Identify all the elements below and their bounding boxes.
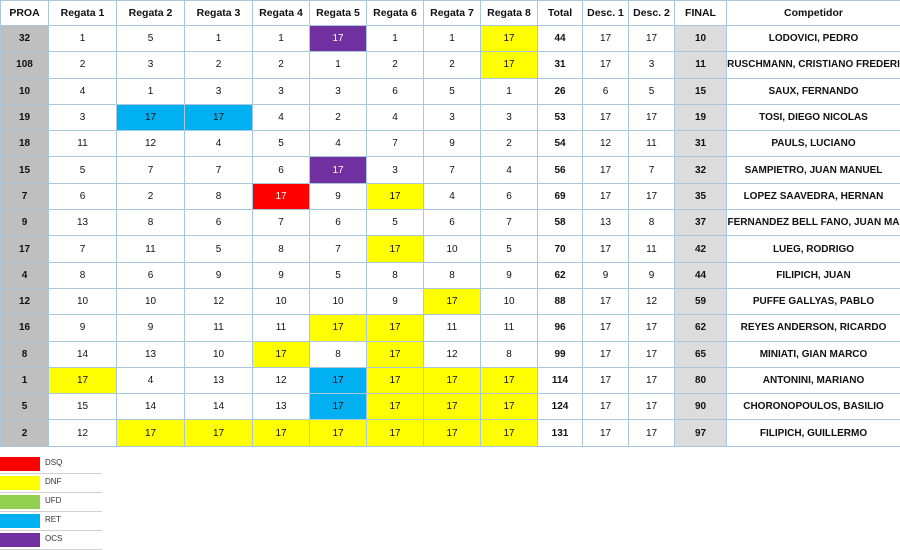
race-result: 5	[424, 78, 481, 104]
race-result: 8	[117, 210, 185, 236]
race-result: 17	[310, 26, 367, 52]
race-result: 10	[481, 288, 538, 314]
competitor-name: LOPEZ SAAVEDRA, HERNAN	[727, 183, 900, 209]
race-result: 11	[481, 315, 538, 341]
final-points: 62	[675, 315, 727, 341]
table-row	[1, 315, 900, 341]
race-result: 17	[117, 420, 185, 446]
legend-item	[0, 493, 102, 512]
header-regata-5: Regata 5	[310, 1, 367, 26]
table-row	[1, 183, 900, 209]
race-result: 3	[253, 78, 310, 104]
race-result: 8	[367, 262, 424, 288]
final-points: 10	[675, 26, 727, 52]
race-result: 17	[310, 315, 367, 341]
race-result: 9	[49, 315, 117, 341]
total-points: 53	[538, 104, 583, 130]
race-result: 12	[49, 420, 117, 446]
table-row	[1, 210, 900, 236]
table-row	[1, 104, 900, 130]
discard-1: 13	[583, 210, 629, 236]
table-row	[1, 288, 900, 314]
race-result: 3	[424, 104, 481, 130]
header-regata-4: Regata 4	[253, 1, 310, 26]
proa-number: 18	[1, 131, 49, 157]
final-points: 97	[675, 420, 727, 446]
race-result: 17	[310, 394, 367, 420]
legend-swatch	[0, 476, 40, 490]
proa-number: 15	[1, 157, 49, 183]
race-result: 14	[117, 394, 185, 420]
race-result: 17	[367, 394, 424, 420]
race-result: 11	[117, 236, 185, 262]
race-result: 17	[185, 420, 253, 446]
competitor-name: SAUX, FERNANDO	[727, 78, 900, 104]
race-result: 3	[185, 78, 253, 104]
color-legend	[0, 455, 102, 550]
discard-2: 12	[629, 288, 675, 314]
proa-number: 19	[1, 104, 49, 130]
header-regata-6: Regata 6	[367, 1, 424, 26]
discard-2: 17	[629, 394, 675, 420]
race-result: 17	[367, 341, 424, 367]
race-result: 9	[481, 262, 538, 288]
race-result: 1	[117, 78, 185, 104]
final-points: 15	[675, 78, 727, 104]
race-result: 2	[253, 52, 310, 78]
header-desc-1: Desc. 1	[583, 1, 629, 26]
race-result: 8	[185, 183, 253, 209]
competitor-name: MINIATI, GIAN MARCO	[727, 341, 900, 367]
race-result: 3	[310, 78, 367, 104]
race-result: 17	[481, 26, 538, 52]
race-result: 13	[49, 210, 117, 236]
race-result: 10	[424, 236, 481, 262]
race-result: 5	[185, 236, 253, 262]
final-points: 44	[675, 262, 727, 288]
legend-label: RET	[45, 515, 61, 524]
total-points: 54	[538, 131, 583, 157]
discard-2: 8	[629, 210, 675, 236]
total-points: 56	[538, 157, 583, 183]
proa-number: 2	[1, 420, 49, 446]
header-final: FINAL	[675, 1, 727, 26]
race-result: 1	[367, 26, 424, 52]
proa-number: 108	[1, 52, 49, 78]
legend-swatch	[0, 514, 40, 528]
race-result: 17	[117, 104, 185, 130]
race-result: 12	[185, 288, 253, 314]
competitor-name: ANTONINI, MARIANO	[727, 367, 900, 393]
table-row	[1, 131, 900, 157]
race-result: 9	[253, 262, 310, 288]
header-regata-3: Regata 3	[185, 1, 253, 26]
race-result: 1	[185, 26, 253, 52]
total-points: 99	[538, 341, 583, 367]
table-row	[1, 420, 900, 446]
race-result: 12	[117, 131, 185, 157]
race-result: 4	[481, 157, 538, 183]
race-result: 2	[367, 52, 424, 78]
race-result: 17	[310, 367, 367, 393]
discard-1: 17	[583, 104, 629, 130]
final-points: 31	[675, 131, 727, 157]
legend-item	[0, 455, 102, 474]
proa-number: 32	[1, 26, 49, 52]
legend-swatch	[0, 495, 40, 509]
table-row	[1, 236, 900, 262]
race-result: 17	[310, 420, 367, 446]
race-result: 17	[253, 183, 310, 209]
competitor-name: FILIPICH, GUILLERMO	[727, 420, 900, 446]
race-result: 4	[310, 131, 367, 157]
discard-1: 17	[583, 183, 629, 209]
race-result: 4	[424, 183, 481, 209]
race-result: 5	[310, 262, 367, 288]
race-result: 17	[424, 288, 481, 314]
race-result: 3	[481, 104, 538, 130]
competitor-name: FILIPICH, JUAN	[727, 262, 900, 288]
discard-2: 17	[629, 341, 675, 367]
race-result: 6	[310, 210, 367, 236]
final-points: 32	[675, 157, 727, 183]
race-result: 6	[424, 210, 481, 236]
legend-swatch	[0, 457, 40, 471]
race-result: 2	[310, 104, 367, 130]
competitor-name: LODOVICI, PEDRO	[727, 26, 900, 52]
race-result: 15	[49, 394, 117, 420]
header-regata-1: Regata 1	[49, 1, 117, 26]
race-result: 6	[367, 78, 424, 104]
race-result: 17	[424, 420, 481, 446]
race-result: 5	[367, 210, 424, 236]
race-result: 6	[49, 183, 117, 209]
discard-1: 12	[583, 131, 629, 157]
race-result: 4	[185, 131, 253, 157]
race-result: 17	[424, 367, 481, 393]
race-result: 6	[185, 210, 253, 236]
race-result: 10	[253, 288, 310, 314]
competitor-name: PUFFE GALLYAS, PABLO	[727, 288, 900, 314]
table-row	[1, 78, 900, 104]
discard-2: 9	[629, 262, 675, 288]
discard-2: 17	[629, 315, 675, 341]
proa-number: 17	[1, 236, 49, 262]
discard-1: 17	[583, 236, 629, 262]
race-result: 7	[49, 236, 117, 262]
race-result: 8	[310, 341, 367, 367]
table-row	[1, 26, 900, 52]
final-points: 35	[675, 183, 727, 209]
discard-1: 17	[583, 341, 629, 367]
race-result: 17	[367, 315, 424, 341]
discard-1: 17	[583, 52, 629, 78]
final-points: 59	[675, 288, 727, 314]
total-points: 44	[538, 26, 583, 52]
proa-number: 7	[1, 183, 49, 209]
discard-2: 17	[629, 183, 675, 209]
race-result: 3	[49, 104, 117, 130]
proa-number: 16	[1, 315, 49, 341]
race-result: 7	[310, 236, 367, 262]
race-result: 11	[49, 131, 117, 157]
legend-label: OCS	[45, 534, 62, 543]
race-result: 4	[367, 104, 424, 130]
discard-1: 17	[583, 288, 629, 314]
header-desc-2: Desc. 2	[629, 1, 675, 26]
proa-number: 12	[1, 288, 49, 314]
race-result: 12	[253, 367, 310, 393]
race-result: 17	[185, 104, 253, 130]
final-points: 19	[675, 104, 727, 130]
discard-2: 17	[629, 367, 675, 393]
race-result: 17	[367, 183, 424, 209]
race-result: 17	[253, 341, 310, 367]
race-result: 6	[253, 157, 310, 183]
race-result: 17	[253, 420, 310, 446]
race-result: 7	[424, 157, 481, 183]
discard-1: 6	[583, 78, 629, 104]
race-result: 10	[117, 288, 185, 314]
total-points: 88	[538, 288, 583, 314]
legend-item	[0, 531, 102, 550]
race-result: 10	[310, 288, 367, 314]
race-result: 2	[49, 52, 117, 78]
table-row	[1, 52, 900, 78]
legend-label: DSQ	[45, 458, 62, 467]
competitor-name: SAMPIETRO, JUAN MANUEL	[727, 157, 900, 183]
discard-2: 17	[629, 104, 675, 130]
race-result: 17	[367, 367, 424, 393]
race-result: 1	[424, 26, 481, 52]
race-result: 9	[310, 183, 367, 209]
race-result: 17	[367, 420, 424, 446]
discard-1: 17	[583, 367, 629, 393]
race-result: 17	[481, 367, 538, 393]
legend-label: DNF	[45, 477, 61, 486]
race-result: 12	[424, 341, 481, 367]
discard-2: 3	[629, 52, 675, 78]
race-result: 2	[424, 52, 481, 78]
total-points: 70	[538, 236, 583, 262]
proa-number: 4	[1, 262, 49, 288]
proa-number: 1	[1, 367, 49, 393]
race-result: 7	[481, 210, 538, 236]
discard-2: 17	[629, 26, 675, 52]
race-result: 6	[117, 262, 185, 288]
race-result: 14	[49, 341, 117, 367]
proa-number: 5	[1, 394, 49, 420]
competitor-name: LUEG, RODRIGO	[727, 236, 900, 262]
race-result: 17	[481, 420, 538, 446]
race-result: 11	[185, 315, 253, 341]
total-points: 69	[538, 183, 583, 209]
table-row	[1, 394, 900, 420]
final-points: 90	[675, 394, 727, 420]
header-total: Total	[538, 1, 583, 26]
legend-item	[0, 474, 102, 493]
race-result: 7	[117, 157, 185, 183]
header-proa: PROA	[1, 1, 49, 26]
race-result: 5	[253, 131, 310, 157]
proa-number: 8	[1, 341, 49, 367]
table-row	[1, 157, 900, 183]
race-result: 6	[481, 183, 538, 209]
total-points: 26	[538, 78, 583, 104]
race-result: 8	[424, 262, 481, 288]
race-result: 11	[424, 315, 481, 341]
race-result: 7	[253, 210, 310, 236]
total-points: 31	[538, 52, 583, 78]
race-result: 17	[367, 236, 424, 262]
competitor-name: FERNANDEZ BELL FANO, JUAN MA	[727, 210, 900, 236]
race-result: 17	[481, 52, 538, 78]
race-result: 1	[481, 78, 538, 104]
race-result: 17	[481, 394, 538, 420]
race-result: 2	[481, 131, 538, 157]
proa-number: 9	[1, 210, 49, 236]
header-row	[1, 1, 900, 26]
race-result: 8	[253, 236, 310, 262]
header-regata-7: Regata 7	[424, 1, 481, 26]
table-row	[1, 262, 900, 288]
table-row	[1, 367, 900, 393]
discard-2: 11	[629, 236, 675, 262]
race-result: 9	[117, 315, 185, 341]
header-competitor: Competidor	[727, 1, 900, 26]
race-result: 11	[253, 315, 310, 341]
discard-1: 17	[583, 157, 629, 183]
race-result: 1	[310, 52, 367, 78]
competitor-name: RUSCHMANN, CRISTIANO FREDERI	[727, 52, 900, 78]
legend-item	[0, 512, 102, 531]
race-result: 5	[481, 236, 538, 262]
discard-1: 9	[583, 262, 629, 288]
race-result: 13	[185, 367, 253, 393]
final-points: 65	[675, 341, 727, 367]
race-result: 2	[185, 52, 253, 78]
total-points: 124	[538, 394, 583, 420]
race-result: 4	[49, 78, 117, 104]
final-points: 11	[675, 52, 727, 78]
total-points: 96	[538, 315, 583, 341]
legend-label: UFD	[45, 496, 61, 505]
race-result: 8	[49, 262, 117, 288]
total-points: 114	[538, 367, 583, 393]
competitor-name: PAULS, LUCIANO	[727, 131, 900, 157]
header-regata-8: Regata 8	[481, 1, 538, 26]
race-result: 13	[117, 341, 185, 367]
discard-2: 5	[629, 78, 675, 104]
race-result: 17	[424, 394, 481, 420]
discard-2: 11	[629, 131, 675, 157]
race-result: 17	[49, 367, 117, 393]
discard-1: 17	[583, 26, 629, 52]
proa-number: 10	[1, 78, 49, 104]
race-result: 10	[49, 288, 117, 314]
race-result: 9	[367, 288, 424, 314]
discard-2: 7	[629, 157, 675, 183]
discard-2: 17	[629, 420, 675, 446]
discard-1: 17	[583, 315, 629, 341]
final-points: 42	[675, 236, 727, 262]
competitor-name: CHORONOPOULOS, BASILIO	[727, 394, 900, 420]
header-regata-2: Regata 2	[117, 1, 185, 26]
race-result: 4	[253, 104, 310, 130]
final-points: 37	[675, 210, 727, 236]
race-result: 10	[185, 341, 253, 367]
race-result: 2	[117, 183, 185, 209]
race-result: 9	[424, 131, 481, 157]
total-points: 58	[538, 210, 583, 236]
total-points: 62	[538, 262, 583, 288]
competitor-name: REYES ANDERSON, RICARDO	[727, 315, 900, 341]
race-result: 4	[117, 367, 185, 393]
final-points: 80	[675, 367, 727, 393]
race-result: 9	[185, 262, 253, 288]
race-result: 1	[253, 26, 310, 52]
race-result: 3	[367, 157, 424, 183]
discard-1: 17	[583, 394, 629, 420]
race-result: 7	[185, 157, 253, 183]
race-result: 8	[481, 341, 538, 367]
competitor-name: TOSI, DIEGO NICOLAS	[727, 104, 900, 130]
race-result: 5	[117, 26, 185, 52]
race-result: 7	[367, 131, 424, 157]
race-result: 3	[117, 52, 185, 78]
total-points: 131	[538, 420, 583, 446]
table-row	[1, 341, 900, 367]
race-result: 14	[185, 394, 253, 420]
discard-1: 17	[583, 420, 629, 446]
race-result: 17	[310, 157, 367, 183]
race-result: 1	[49, 26, 117, 52]
race-result: 13	[253, 394, 310, 420]
race-result: 5	[49, 157, 117, 183]
